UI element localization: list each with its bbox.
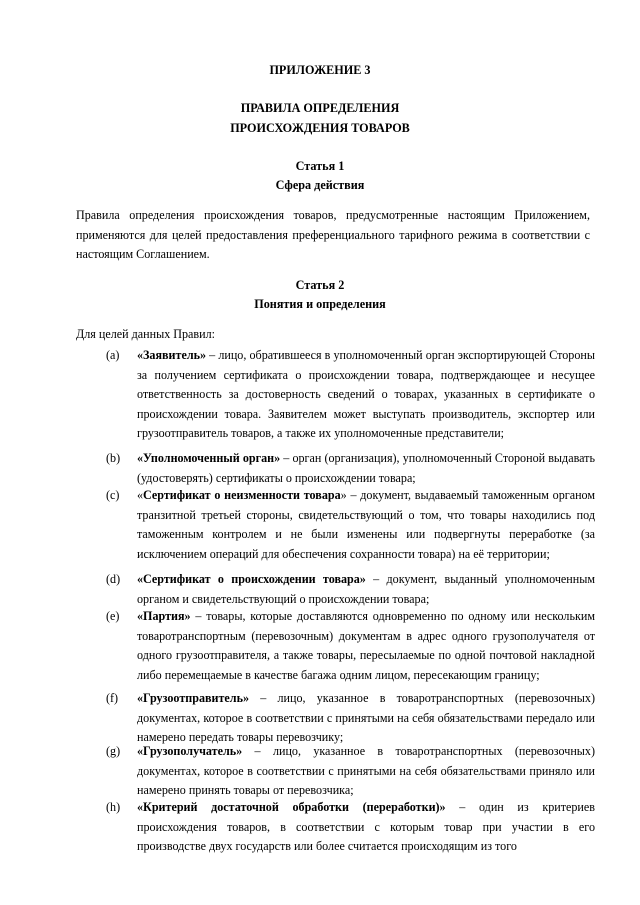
- definition-label: (e): [106, 609, 120, 623]
- article-2-intro: Для целей данных Правил:: [76, 327, 215, 341]
- article-2-heading: Понятия и определения: [254, 297, 386, 311]
- article-1-text: Правила определения происхождения товаров, предусмотренные настоящим Приложением, применяются для целей предоставления преференциального тарифного режима в соответствии с настоящим Соглашением.: [76, 208, 590, 262]
- article-1-number: Статья 1: [295, 159, 345, 173]
- definition-body: – один из критериев происхождения товаров, в соответствии с которым товар при участии в его производстве двух государств или более считается происходящим из того: [137, 800, 595, 854]
- definition-term: «Грузополучатель»: [137, 744, 243, 758]
- definition-open-quote: «: [137, 488, 144, 502]
- article-1-heading: Сфера действия: [275, 178, 365, 192]
- definition-body: – документ, выдаваемый таможенным органом транзитной третьей стороны, свидетельствующий о том, что товары находились под таможенным контролем и не были изменены или подвергнуты переработке (за исключением операций для обеспечения сохранности товара) на её территории;: [137, 488, 596, 561]
- definition-label: (b): [106, 451, 121, 465]
- appendix-number: ПРИЛОЖЕНИЕ 3: [269, 63, 371, 77]
- definition-term: «Заявитель»: [137, 348, 207, 362]
- definition-body: – лицо, указанное в товаротранспортных (перевозочных) документах, которое в соответствии с принятыми на себя обязательствами передало или намерено передать товары перевозчику;: [137, 691, 595, 745]
- definition-label: (h): [106, 800, 121, 814]
- definition-term: «Грузоотправитель»: [137, 691, 250, 705]
- definition-term: «Уполномоченный орган»: [137, 451, 281, 465]
- definition-text: [137, 486, 595, 564]
- definition-text: [137, 798, 595, 857]
- definition-label: (a): [106, 348, 120, 362]
- title-line-2: ПРОИСХОЖДЕНИЯ ТОВАРОВ: [230, 121, 410, 135]
- definition-text: [137, 689, 595, 748]
- definition-body: – товары, которые доставляются одновременно по одному или нескольким товаротранспортным (перевозочным) документам в адрес одного грузополучателя от одного грузоотправителя, а также товары, пересылаемые по одной почтовой накладной либо перемещаемые в качестве багажа одним лицом, пересекающим границу;: [137, 609, 595, 682]
- title-line-1: ПРАВИЛА ОПРЕДЕЛЕНИЯ: [240, 101, 400, 115]
- definition-body: – лицо, указанное в товаротранспортных (перевозочных) документах, которое в соответствии с принятыми на себя обязательствами приняло или намерено принять товары от перевозчика;: [137, 744, 595, 798]
- definition-label: (g): [106, 744, 121, 758]
- definition-body: – лицо, обратившееся в уполномоченный орган экспортирующей Стороны за получением сертификата о происхождении товара, подтверждающее и несущее ответственность за достоверность сведений о товарах, указанных в сертификате о происхождении товара. Заявителем может выступать производитель, экспортер или грузоотправитель товаров, а также их уполномоченные представители;: [137, 348, 595, 441]
- article-2-number: Статья 2: [295, 278, 345, 292]
- definition-text: [137, 742, 595, 801]
- definition-body: – документ, выданный уполномоченным органом и свидетельствующий о происхождении товара;: [137, 572, 595, 606]
- definition-term: «Партия»: [137, 609, 191, 623]
- definition-close-quote: »: [340, 488, 347, 502]
- definition-text: [137, 570, 595, 609]
- definition-label: (d): [106, 572, 121, 586]
- definition-label: (f): [106, 691, 119, 705]
- definition-term: «Сертификат о происхождении товара»: [137, 572, 366, 586]
- definition-body: – орган (организация), уполномоченный Стороной выдавать (удостоверять) сертификаты о происхождении товара;: [137, 451, 595, 485]
- definition-label: (c): [106, 488, 120, 502]
- definition-text: [137, 449, 595, 488]
- definition-term: Сертификат о неизменности товара: [143, 488, 341, 502]
- definition-text: [137, 346, 595, 444]
- definition-text: [137, 607, 595, 685]
- definition-term: «Критерий достаточной обработки (переработки)»: [137, 800, 446, 814]
